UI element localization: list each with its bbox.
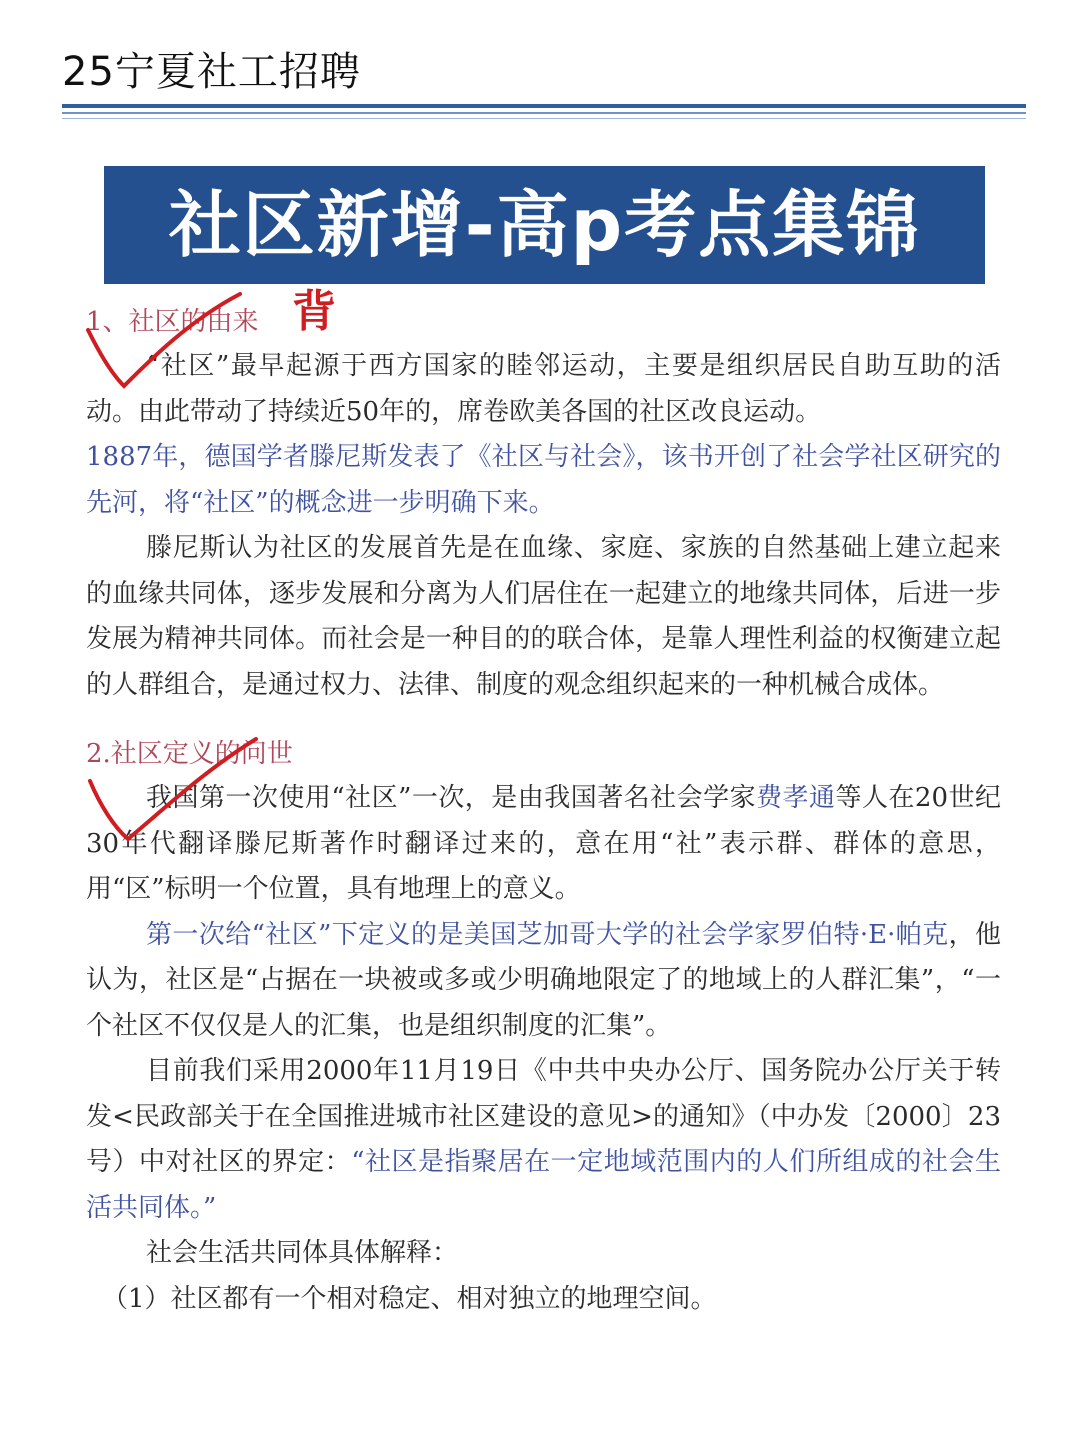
header-rule-thin bbox=[62, 118, 1026, 119]
para2-text: ，他认为，社区是“占据在一块被或多或少明确地限定了的地域上的人群汇集”，“一个社区不仅仅是人的汇集，也是组织制度的汇集”。 bbox=[86, 919, 1001, 1041]
document-body bbox=[86, 286, 1001, 1322]
section2-paragraph-2 bbox=[86, 913, 1001, 1050]
page-header-title: 25宁夏社工招聘 bbox=[62, 49, 361, 95]
memorize-annotation: 背 bbox=[292, 286, 336, 337]
section2-heading: 2.社区定义的问世 bbox=[86, 739, 293, 769]
section1-paragraph-2: 1887年，德国学者滕尼斯发表了《社区与社会》，该书开创了社会学社区研究的先河，将“社区”的概念进一步明确下来。 bbox=[86, 442, 1001, 518]
list-item-1: （1）社区都有一个相对稳定、相对独立的地理空间。 bbox=[102, 1283, 717, 1314]
header-rule-thick bbox=[62, 104, 1026, 108]
section1-paragraph-1: “社区”最早起源于西方国家的睦邻运动，主要是组织居民自助互助的活动。由此带动了持续近50年的，席卷欧美各国的社区改良运动。 bbox=[86, 351, 1001, 427]
section1-paragraph-3: 滕尼斯认为社区的发展首先是在血缘、家庭、家族的自然基础上建立起来的血缘共同体，逐步发展和分离为人们居住在一起建立的地缘共同体，后进一步发展为精神共同体。而社会是一种目的的联合体，是靠人理性利益的权衡建立起的人群组合，是通过权力、法律、制度的观念组织起来的一种机械合成体。 bbox=[86, 533, 1001, 700]
section1-heading: 1、社区的由来 bbox=[86, 307, 259, 337]
header-rule-mid bbox=[62, 112, 1026, 114]
definition-quote: “社区是指聚居在一定地域范围内的人们所组成的社会生活共同体。” bbox=[86, 1147, 1001, 1223]
title-banner: 社区新增-高p考点集锦 bbox=[104, 166, 985, 284]
para3-text: 目前我们采用2000年11月19日《中共中央办公厅、国务院办公厅关于转发<民政部关于在全国推进城市社区建设的意见>的通知》（中办发〔2000〕23号）中对社区的界定： bbox=[86, 1056, 1001, 1177]
section2-paragraph-3 bbox=[86, 1049, 1001, 1231]
section2-paragraph-4: 社会生活共同体具体解释： bbox=[146, 1238, 459, 1268]
section2-paragraph-1 bbox=[86, 776, 1001, 913]
para1-text-b: 等人在20世纪30年代翻译滕尼斯著作时翻译过来的，意在用“社”表示群、群体的意思，用“区”标明一个位置，具有地理上的意义。 bbox=[86, 783, 1001, 904]
para1-text-a: 我国第一次使用“社区”一次，是由我国著名社会学家 bbox=[146, 783, 757, 813]
section1-heading-row bbox=[86, 286, 1001, 344]
section2-heading-row bbox=[86, 732, 1001, 776]
scholar-name: 费孝通 bbox=[756, 783, 836, 813]
para2-highlight: 第一次给“社区”下定义的是美国芝加哥大学的社会学家罗伯特·E·帕克 bbox=[146, 919, 949, 950]
